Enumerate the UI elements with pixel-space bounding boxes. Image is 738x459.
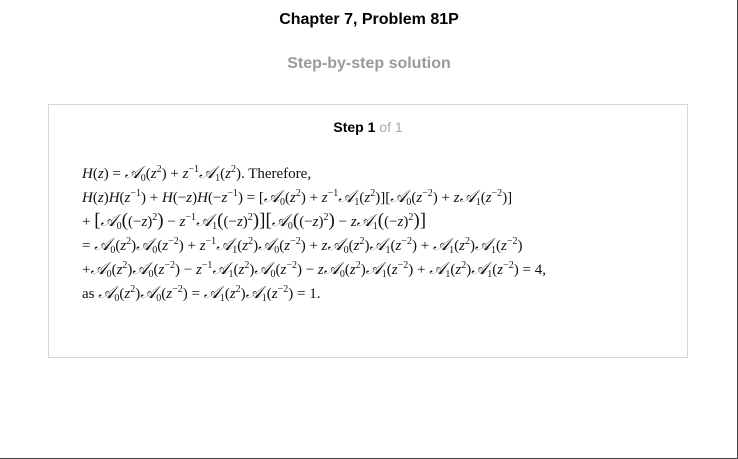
- math-line-6: as $𝒜_0(z^2)𝒜_0(z^{-2})$ = $𝒜_1(z^2)𝒜_1(z^{-2}) = 1$.: [82, 283, 321, 304]
- chapter-title: Chapter 7, Problem 81P: [279, 11, 459, 28]
- final-result: = 4,: [522, 262, 546, 278]
- math-line-1: $H(z) = 𝒜_0(z^2)$ + $z^{-1}𝒜_1(z^2)$. Therefore,: [82, 163, 312, 184]
- math-line-3: + [$𝒜_0((-z)^2)$ − $z^{-1}𝒜_1((-z)^2)][𝒜_0((-z)^2)$ − $z𝒜_1((-z)^2)$]: [82, 210, 427, 232]
- step-label: Step: [333, 119, 364, 135]
- step-number: 1: [367, 119, 376, 135]
- math-line-4: = $𝒜_0(z^2)𝒜_0(z^{-2})$ + $z^{-1}𝒜_1(z^2)𝒜_0(z^{-2})$ + $z𝒜_0(z^2)𝒜_1(z^{-2})$ + $𝒜_1(z^2)𝒜_1(z^{-2})$: [82, 235, 523, 256]
- solution-subtitle: Step-by-step solution: [287, 55, 451, 72]
- solution-math: [82, 161, 642, 305]
- math-line-5: $+𝒜_0(z^2)𝒜_0(z^{-2})$ − $z^{-1}𝒜_1(z^2)𝒜_0(z^{-2})$ − $z𝒜_0(z^2)𝒜_1(z^{-2})$ + $𝒜_1(z^2)𝒜_1(z^{-2}) = 4$,: [82, 259, 546, 280]
- therefore-text: . Therefore,: [240, 166, 312, 182]
- step-header: [49, 119, 687, 135]
- as-text: as: [82, 286, 95, 302]
- step-of-total: of 1: [379, 119, 403, 135]
- math-line-2: $H(z)H(z^{-1}) + H(-z)H(-z^{-1})$ = [$𝒜_0(z^2)$ + $z^{-1}𝒜_1(z^2)][𝒜_0(z^{-2})$ + $z𝒜_1(z^{-2})$]: [82, 187, 513, 208]
- step-card: [48, 104, 688, 358]
